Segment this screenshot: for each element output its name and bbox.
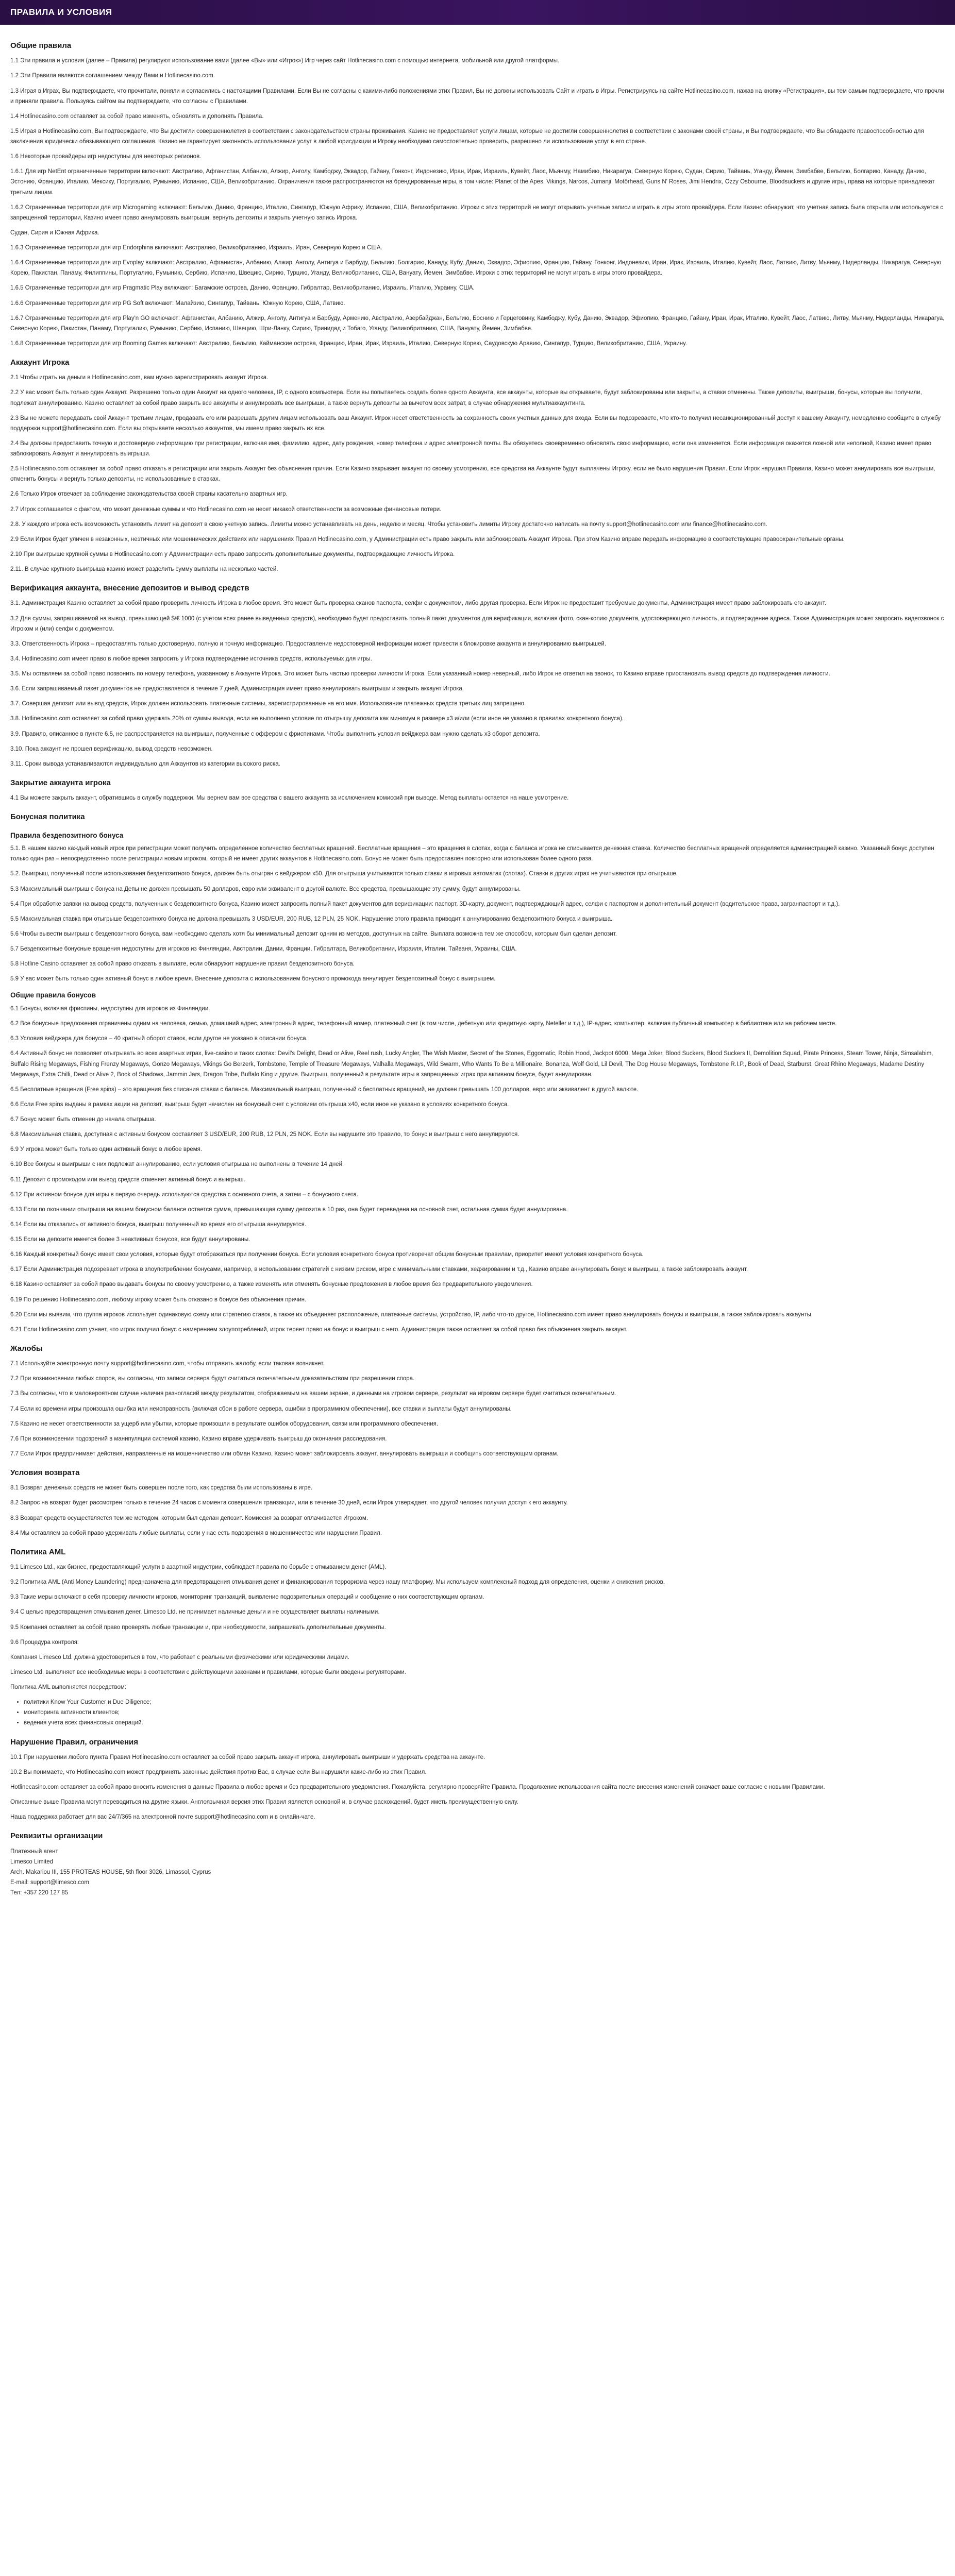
rule-paragraph: 2.5 Hotlinecasino.com оставляет за собой право отказать в регистрации или закрыть Аккаунт без объяснения причин. Если Казино закрывает аккаунт по своему усмотрению, все средства на Аккаунте будут выплачены Игроку, если не было нарушения Правил. Если Игрок нарушил Правила, Казино может аннулировать все выигрыши, отменить бонусы и вернуть только депозиты, не использованные в ставках. xyxy=(10,466,935,483)
terms-section xyxy=(10,1736,945,1823)
rule-paragraph: 5.9 У вас может быть только один активный бонус в любое время. Внесение депозита с использованием бонусного промокода аннулирует бездепозитный бонус с выигрышем. xyxy=(10,976,496,982)
terms-content xyxy=(0,25,955,1908)
terms-section xyxy=(10,989,945,1335)
company-detail-line: E-mail: support@limesco.com xyxy=(10,1879,89,1886)
rule-paragraph: 10.2 Вы понимаете, что Hotlinecasino.com может предпринять законные действия против Вас, в случае если Вы нарушили какие-либо из этих Правил. xyxy=(10,1769,427,1775)
rule-paragraph: 6.14 Если вы отказались от активного бонуса, выигрыш полученный во время его отыгрыша аннулируется. xyxy=(10,1221,307,1228)
rule-paragraph: 6.19 По решению Hotlinecasino.com, любому игроку может быть отказано в бонусе без объяснения причин. xyxy=(10,1296,307,1303)
section-heading: Общие правила xyxy=(10,41,72,50)
rule-paragraph: 6.12 При активном бонусе для игры в первую очередь используются средства с основного счета, а затем – с бонусного счета. xyxy=(10,1191,359,1198)
page-title: ПРАВИЛА И УСЛОВИЯ xyxy=(10,7,112,18)
rule-paragraph: 3.2 Для суммы, запрашиваемой на вывод, превышающей $/€ 1000 (с учетом всех ранее выведенных средств), необходимо будет предоставить полный пакет документов для верификации, включая фото, скан-копию документа, удостоверяющего личность, и подтверждение адреса. Также Администрация может запросить видеозвонок с Игроком и (или) селфи с документом. xyxy=(10,615,944,632)
section-heading: Жалобы xyxy=(10,1344,43,1353)
rule-paragraph: 3.9. Правило, описанное в пункте 6.5, не распространяется на выигрыши, полученные с оффером с фриспинами. Чтобы выполнить условия вейджера вам нужно сделать х3 оборот депозита. xyxy=(10,731,540,737)
rule-paragraph: 1.3 Играя в Играх, Вы подтверждаете, что прочитали, поняли и согласились с настоящими Правилами. Если Вы не согласны с какими-либо положениями этих Правил, Вы не должны использовать Сайт и играть в Игры. Регистрируясь на сайте Hotlinecasino.com, нажав на кнопку «Регистрация», вы тем самым подтверждаете, что прочли и приняли правила. Пользуясь сайтом вы подтверждаете, что согласны с Правилами. xyxy=(10,88,945,105)
rule-paragraph: 1.6.3 Ограниченные территории для игр Endorphina включают: Австралию, Великобританию, Израиль, Иран, Северную Корею и США. xyxy=(10,245,382,251)
rule-paragraph: 2.7 Игрок соглашается с фактом, что может денежные суммы и что Hotlinecasino.com не несет никакой ответственности за возможные финансовые потери. xyxy=(10,506,442,513)
list-item: • ведения учета всех финансовых операций. xyxy=(24,1718,945,1728)
rule-paragraph: 3.3. Ответственность Игрока – предоставлять только достоверную, полную и точную информацию. Предоставление недостоверной информации может привести к блокировке аккаунта и аннулированию выигрышей. xyxy=(10,640,607,647)
rule-paragraph: 2.1 Чтобы играть на деньги в Hotlinecasino.com, вам нужно зарегистрировать аккаунт Игрока. xyxy=(10,375,269,381)
rule-paragraph: 9.4 С целью предотвращения отмывания денег, Limesco Ltd. не принимает наличные деньги и не осуществляет выплаты наличными. xyxy=(10,1609,380,1616)
rule-paragraph: 8.1 Возврат денежных средств не может быть совершен после того, как средства были использованы в игре. xyxy=(10,1485,313,1492)
rule-paragraph: 8.2 Запрос на возврат будет рассмотрен только в течение 24 часов с момента совершения транзакции, или в течение 30 дней, если Игрок утверждает, что другой человек получил доступ к его аккаунту. xyxy=(10,1500,568,1506)
rule-paragraph: 2.3 Вы не можете передавать свой Аккаунт третьим лицам, продавать его или разрешать другим лицам использовать ваш Аккаунт. Игрок несет ответственность за сохранность своих учетных данных для входа. Если вы подозреваете, что кто-то получил несанкционированный доступ к вашему Аккаунту, немедленно сообщите в службу поддержки support@hotlinecasino.com. Если вы открываете несколько аккаунтов, мы имеем право закрыть их все. xyxy=(10,415,941,432)
rule-paragraph: 6.2 Все бонусные предложения ограничены одним на человека, семью, домашний адрес, электронный адрес, телефонный номер, платежный счет (в том числе, дебетную или кредитную карту, Neteller и т.д.), IP-адрес, компьютер, включая публичный компьютер в библиотеке или на рабочем месте. xyxy=(10,1021,837,1027)
rule-paragraph: 6.6 Если Free spins выданы в рамках акции на депозит, выигрыш будет начислен на бонусный счет с условием отыгрыша х40, если иное не указано в условиях конкретного бонуса. xyxy=(10,1101,509,1108)
rule-paragraph: Наша поддержка работает для вас 24/7/365 на электронной почте support@hotlinecasino.com и в онлайн-чате. xyxy=(10,1814,315,1821)
rule-paragraph: 5.7 Бездепозитные бонусные вращения недоступны для игроков из Финляндии, Австралии, Дании, Франции, Гибралтара, Великобритании, Израиля, Италии, Тайваня, Украины, США. xyxy=(10,946,517,952)
rule-paragraph: 7.3 Вы согласны, что в маловероятном случае наличия разногласий между результатом, отображаемым на вашем экране, и данными на игровом сервере, результат на игровом сервере будет считаться окончательным. xyxy=(10,1391,616,1397)
terms-section xyxy=(10,1546,945,1728)
rule-paragraph: 6.5 Бесплатные вращения (Free spins) – это вращения без списания ставки с баланса. Максимальный выигрыш, полученный с бесплатных вращений, не должен превышать 100 долларов, евро или эквивалент в другой валюте. xyxy=(10,1086,639,1093)
section-heading: Бонусная политика xyxy=(10,812,85,822)
company-details xyxy=(10,1846,945,1899)
rule-paragraph: 1.6 Некоторые провайдеры игр недоступны для некоторых регионов. xyxy=(10,154,202,160)
rule-paragraph: 1.6.6 Ограниченные территории для игр PG Soft включают: Малайзию, Сингапур, Тайвань, Южную Корею, США, Латвию. xyxy=(10,300,345,307)
rule-paragraph: 3.5. Мы оставляем за собой право позвонить по номеру телефона, указанному в Аккаунте Игрока. Это может быть частью проверки личности Игрока. Если указанный номер неверный, либо Игрок не ответил на звонок, то Казино вправе приостановить вывод средств до подтверждения личности. xyxy=(10,671,830,677)
rule-paragraph: 6.11 Депозит с промокодом или вывод средств отменяет активный бонус и выигрыш. xyxy=(10,1176,245,1183)
rule-paragraph: 6.10 Все бонусы и выигрыши с них подлежат аннулированию, если условия отыгрыша не выполнены в течение 14 дней. xyxy=(10,1161,344,1168)
page-header xyxy=(0,0,955,25)
list-item: • мониторинга активности клиентов; xyxy=(24,1707,945,1718)
rule-paragraph: 7.4 Если ко времени игры произошла ошибка или неисправность (включая сбои в работе сервера, ошибки в программном обеспечении), все ставки и выплаты будут аннулированы. xyxy=(10,1405,512,1412)
subsection-heading: Общие правила бонусов xyxy=(10,991,96,999)
terms-section xyxy=(10,776,945,803)
rule-paragraph: 1.1 Эти правила и условия (далее – Правила) регулируют использование вами (далее «Вы» или «Игрок») Игр через сайт Hotlinecasino.com с помощью интернета, мобильной или другой платформы. xyxy=(10,58,560,64)
rule-paragraph: 9.1 Limesco Ltd., как бизнес, предоставляющий услуги в азартной индустрии, соблюдает правила по борьбе с отмыванием денег (AML). xyxy=(10,1564,387,1570)
rule-paragraph: 4.1 Вы можете закрыть аккаунт, обратившись в службу поддержки. Мы вернем вам все средства с вашего аккаунта за исключением комиссий при выводе. Метод выплаты остается на наше усмотрение. xyxy=(10,795,569,802)
rule-paragraph: Limesco Ltd. выполняет все необходимые меры в соответствии с действующими законами и правилами, которые были введены регуляторами. xyxy=(10,1669,407,1675)
rule-paragraph: 9.2 Политика AML (Anti Money Laundering) предназначена для предотвращения отмывания денег и финансирования терроризма через нашу платформу. Мы используем комплексный подход для определения, оценки и снижения рисков. xyxy=(10,1579,665,1586)
rule-paragraph: 3.11. Сроки вывода устанавливаются индивидуально для Аккаунтов из категории высокого риска. xyxy=(10,760,280,767)
rule-paragraph: 2.8. У каждого игрока есть возможность установить лимит на депозит в свою учетную запись. Лимиты можно устанавливать на день, неделю и месяц. Чтобы установить лимиты Игроку достаточно написать на почту support@hotlinecasino.com или finance@hotlinecasino.com. xyxy=(10,521,767,528)
rule-paragraph: 9.3 Такие меры включают в себя проверку личности игроков, мониторинг транзакций, выявление подозрительных операций и сообщение о них соответствующим органам. xyxy=(10,1594,484,1601)
rule-paragraph: 1.6.2 Ограниченные территории для игр Microgaming включают: Бельгию, Данию, Францию, Италию, Сингапур, Южную Африку, Испанию, США, Великобританию. Игроки с этих территорий не могут открывать учетные записи и играть в игры этого провайдера. Если Казино обнаружит, что учетная запись была открыта или используется с запрещенной территории, Казино имеет право аннулировать выигрыши, вернуть депозиты и закрыть учетную запись Игрока. xyxy=(10,204,944,221)
terms-section xyxy=(10,39,945,349)
rule-paragraph: 1.6.4 Ограниченные территории для игр Evoplay включают: Австралию, Афганистан, Албанию, Алжир, Анголу, Антигуа и Барбуду, Бельгию, Болгарию, Канаду, Кубу, Данию, Эквадор, Эфиопию, Францию, Гайану, Гонконг, Индонезию, Иран, Ирак, Израиль, Италию, Кувейт, Лаос, Латвию, Литву, Мьянму, Нидерланды, Никарагуа, Северную Корею, Пакистан, Панаму, Филиппины, Португалию, Румынию, Сербию, Испанию, Швецию, Сирию, Турцию, Уганду, Великобританию, США, Вануату, Йемен, Зимбабве. Игроки с этих территорий не могут играть в игры этого провайдера. xyxy=(10,260,942,277)
rule-paragraph: 6.17 Если Администрация подозревает игрока в злоупотреблении бонусами, например, в использовании стратегий с низким риском, игре с минимальными ставками, хеджировании и т.д., Казино вправе аннулировать бонус и выигрыш, а также заблокировать аккаунт. xyxy=(10,1266,748,1273)
rule-paragraph: 9.6 Процедура контроля: xyxy=(10,1639,79,1646)
rule-paragraph: 6.15 Если на депозите имеется более 3 неактивных бонусов, все будут аннулированы. xyxy=(10,1236,250,1243)
rule-paragraph: 3.8. Hotlinecasino.com оставляет за собой право удержать 20% от суммы вывода, если не выполнено условие по отыгрышу депозита как минимум в размере х3 и/или (если иное не указано в правилах конкретного бонуса). xyxy=(10,716,624,722)
rule-paragraph: 2.9 Если Игрок будет уличен в незаконных, неэтичных или мошеннических действиях или нарушениях Правил Hotlinecasino.com, у Администрации есть право закрыть или заблокировать Аккаунт Игрока. При этом Казино вправе передать информацию в соответствующие правоохранительные органы. xyxy=(10,536,845,543)
rule-paragraph: 6.8 Максимальная ставка, доступная с активным бонусом составляет 3 USD/EUR, 200 RUB, 12 PLN, 25 NOK. Если вы нарушите это правило, то бонус и выигрыш с него аннулируются. xyxy=(10,1131,520,1138)
terms-section xyxy=(10,829,945,985)
rule-paragraph: Hotlinecasino.com оставляет за собой право вносить изменения в данные Правила в любое время и без предварительного уведомления. Пожалуйста, регулярно проверяйте Правила. Продолжение использования сайта после внесения изменений означает ваше согласие с новыми Правилами. xyxy=(10,1784,825,1790)
section-heading: Политика AML xyxy=(10,1547,66,1556)
rule-paragraph: 6.18 Казино оставляет за собой право выдавать бонусы по своему усмотрению, а также изменять или отменять бонусные предложения в любое время без предварительного уведомления. xyxy=(10,1281,533,1288)
rule-paragraph: 1.6.1 Для игр NetEnt ограниченные территории включают: Австралию, Афганистан, Албанию, Алжир, Анголу, Камбоджу, Эквадор, Гайану, Гонконг, Индонезию, Иран, Ирак, Израиль, Кувейт, Лаос, Мьянму, Намибию, Никарагуа, Северную Корею, Судан, Сирию, Тайвань, Уганду, Йемен, Зимбабве, Бельгию, Болгарию, Канаду, Данию, Эстонию, Францию, Италию, Мексику, Португалию, Румынию, Испанию, США, Великобританию. Ограничения также распространяются на брендированные игры, в том числе: Planet of the Apes, Vikings, Narcos, Jumanji, Motörhead, Guns N' Roses, Jimi Hendrix, Ozzy Osbourne, Bloodsuckers и другие игры, права на которые принадлежат третьим лицам. xyxy=(10,168,935,196)
list-item: • политики Know Your Customer и Due Diligence; xyxy=(24,1697,945,1707)
rule-paragraph: 7.7 Если Игрок предпринимает действия, направленные на мошенничество или обман Казино, Казино может заблокировать аккаунт, аннулировать выигрыши и сообщить соответствующим органам. xyxy=(10,1450,559,1457)
rule-paragraph: 5.3 Максимальный выигрыш с бонуса на Депы не должен превышать 50 долларов, евро или эквивалент в другой валюте. Все средства, превышающие эту сумму, будут аннулированы. xyxy=(10,886,521,892)
section-heading: Закрытие аккаунта игрока xyxy=(10,778,111,787)
subsection-heading: Правила бездепозитного бонуса xyxy=(10,831,124,839)
rule-paragraph: 3.4. Hotlinecasino.com имеет право в любое время запросить у Игрока подтверждение источника средств, используемых для игры. xyxy=(10,655,372,662)
company-detail-line: Платежный агент xyxy=(10,1848,58,1855)
bullet-list xyxy=(10,1697,945,1728)
rule-paragraph: 6.20 Если мы выявим, что группа игроков использует одинаковую схему или стратегию ставок, а также их объединяет расположение, платежные системы, устройство, IP, либо что-то другое, Hotlinecasino.com имеет право аннулировать бонусы и выигрыши, а также заблокировать аккаунты. xyxy=(10,1311,813,1318)
rule-paragraph: 1.6.5 Ограниченные территории для игр Pragmatic Play включают: Багамские острова, Данию, Францию, Гибралтар, Великобританию, Израиль, Италию, Украину, США. xyxy=(10,285,475,292)
terms-section xyxy=(10,356,945,574)
terms-section xyxy=(10,1342,945,1459)
rule-paragraph: 8.3 Возврат средств осуществляется тем же методом, которым был сделан депозит. Комиссия за возврат оплачивается Игроком. xyxy=(10,1515,368,1521)
rule-paragraph: 7.6 При возникновении подозрений в манипуляции системой казино, Казино вправе удерживать выигрыш до окончания расследования. xyxy=(10,1435,387,1442)
terms-section xyxy=(10,1829,945,1898)
rule-paragraph: 9.5 Компания оставляет за собой право проверять любые транзакции и, при необходимости, запрашивать дополнительные документы. xyxy=(10,1624,386,1631)
rule-paragraph: 6.4 Активный бонус не позволяет отыгрывать во всех азартных играх, live-casino и таких слотах: Devil's Delight, Dead or Alive, Reel rush, Lucky Angler, The Wish Master, Secret of the Stones, Eggomatic, Robin Hood, Jackpot 6000, Mega Joker, Blood Suckers, Blood Suckers II, Demolition Squad, Pirate Princess, Steam Tower, Ninja, Simsalabim, Buffalo Rising Megaways, Fishing Frenzy Megaways, Gonzo Megaways, Vikings Go Berzerk, Tombstone, Temple of Treasure Megaways, Valhalla Megaways, Wild Swarm, Who Wants To Be a Millionaire, Bonanza, Wolf Gold, Lil Devil, The Dog House Megaways, Tombstone R.I.P., Book of Dead, Starburst, Great Rhino Megaways, Madame Destiny Megaways, Extra Chilli, Dead or Alive 2, Book of Shadows, Jammin Jars, Dragon Tribe, Buffalo King и другие. Выигрыш, полученный в результате игры в запрещенных играх при активном бонусе, будет аннулирован. xyxy=(10,1050,933,1078)
rule-paragraph: Описанные выше Правила могут переводиться на другие языки. Англоязычная версия этих Правил является основной и, в случае расхождений, будет иметь преимущественную силу. xyxy=(10,1799,518,1806)
section-heading: Реквизиты организации xyxy=(10,1832,103,1841)
rule-paragraph: 5.8 Hotline Casino оставляет за собой право отказать в выплате, если обнаружит нарушение правил бездепозитного бонуса. xyxy=(10,961,355,968)
rule-paragraph: 6.7 Бонус может быть отменен до начала отыгрыша. xyxy=(10,1116,156,1123)
terms-section xyxy=(10,1466,945,1538)
company-detail-line: Тел: +357 220 127 85 xyxy=(10,1890,69,1896)
rule-paragraph: 7.1 Используйте электронную почту support@hotlinecasino.com, чтобы отправить жалобу, если таковая возникнет. xyxy=(10,1361,325,1367)
company-detail-line: Arch. Makariou III, 155 PROTEAS HOUSE, 5th floor 3026, Limassol, Cyprus xyxy=(10,1869,211,1875)
rule-paragraph: 1.6.7 Ограниченные территории для игр Play'n GO включают: Афганистан, Албанию, Алжир, Анголу, Антигуа и Барбуду, Армению, Австралию, Азербайджан, Бельгию, Боснию и Герцеговину, Камбоджу, Кубу, Данию, Эквадор, Эфиопию, Францию, Гайану, Иран, Ирак, Италию, Кувейт, Лаос, Латвию, Литву, Мьянму, Нидерланды, Никарагуа, Северную Корею, Пакистан, Панаму, Португалию, Румынию, Сербию, Испанию, Швецию, Шри-Ланку, Сирию, Тринидад и Тобаго, Уганду, Великобританию, США, Вануату, Йемен, Зимбабве. xyxy=(10,315,945,332)
rule-paragraph: 3.1. Администрация Казино оставляет за собой право проверить личность Игрока в любое время. Это может быть проверка сканов паспорта, селфи с документом, либо другая проверка. Если Игрок не предоставит требуемые документы, Администрация имеет право заблокировать его аккаунт. xyxy=(10,600,827,607)
rule-paragraph: 1.6.8 Ограниченные территории для игр Booming Games включают: Австралию, Бельгию, Кайманские острова, Францию, Иран, Ирак, Израиль, Италию, Северную Корею, Саудовскую Аравию, Сингапур, Турцию, Великобританию, США, Украину. xyxy=(10,340,687,347)
rule-paragraph: Судан, Сирия и Южная Африка. xyxy=(10,229,99,236)
section-heading: Верификация аккаунта, внесение депозитов и вывод средств xyxy=(10,584,249,593)
section-heading: Аккаунт Игрока xyxy=(10,358,70,367)
terms-section xyxy=(10,582,945,769)
rule-paragraph: 7.5 Казино не несет ответственности за ущерб или убытки, которые произошли в результате ошибок оборудования, связи или программного обеспечения. xyxy=(10,1420,439,1427)
section-heading: Нарушение Правил, ограничения xyxy=(10,1737,138,1747)
rule-paragraph: 3.7. Совершая депозит или вывод средств, Игрок должен использовать платежные системы, зарегистрированные на его имя. Использование платежных средств третьих лиц запрещено. xyxy=(10,701,526,707)
rule-paragraph: 3.6. Если запрашиваемый пакет документов не предоставляется в течение 7 дней, Администрация имеет право аннулировать выигрыши и закрыть аккаунт Игрока. xyxy=(10,686,464,692)
rule-paragraph: 5.5 Максимальная ставка при отыгрыше бездепозитного бонуса не должна превышать 3 USD/EUR, 200 RUB, 12 PLN, 25 NOK. Нарушение этого правила приводит к аннулированию бездепозитного бонуса и выигрыша. xyxy=(10,916,613,922)
rule-paragraph: 5.1. В нашем казино каждый новый игрок при регистрации может получить определенное количество бесплатных вращений. Бесплатные вращения – это вращения в слотах, когда с баланса игрока не списывается денежная ставка. Количество бесплатных вращений определяется администрацией казино. Указанный бонус доступен только один раз – непосредственно после регистрации новым игроком, который не имеет других аккаунтов в Hotlinecasino.com. Бонус не может быть предоставлен повторно или использован более одного раза. xyxy=(10,845,934,862)
rule-paragraph: 10.1 При нарушении любого пункта Правил Hotlinecasino.com оставляет за собой право закрыть аккаунт игрока, аннулировать выигрыши и удержать средства на аккаунте. xyxy=(10,1754,485,1760)
rule-paragraph: 1.5 Играя в Hotlinecasino.com, Вы подтверждаете, что Вы достигли совершеннолетия в соответствии с законодательством страны проживания. Казино не предоставляет услуги лицам, которые не достигли совершеннолетия в соответствии с законами своей страны, и Вы подтверждаете, что Вы обладаете правоспособностью для заключения юридически обязывающего соглашения. Казино не гарантирует законность использования услуг в любой юрисдикции и Игроку необходимо самостоятельно проверить, разрешено ли использование услуг в его стране. xyxy=(10,128,924,145)
rule-paragraph: Компания Limesco Ltd. должна удостовериться в том, что работает с реальными физическими или юридическими лицами. xyxy=(10,1654,349,1660)
rule-paragraph: 7.2 При возникновении любых споров, вы согласны, что записи сервера будут считаться окончательным доказательством при разрешении спора. xyxy=(10,1376,415,1382)
rule-paragraph: 2.4 Вы должны предоставить точную и достоверную информацию при регистрации, включая имя, фамилию, адрес, дату рождения, номер телефона и адрес электронной почты. Вы обязуетесь своевременно обновлять свою информацию, если она изменяется. Если информация окажется ложной или неполной, Казино имеет право заблокировать Аккаунт и аннулировать выигрыши. xyxy=(10,440,932,457)
terms-section xyxy=(10,810,945,824)
rule-paragraph: 6.16 Каждый конкретный бонус имеет свои условия, которые будут отображаться при получении бонуса. Если условия конкретного бонуса противоречат общим бонусным правилам, приоритет имеют условия конкретного бонуса. xyxy=(10,1251,644,1258)
rule-paragraph: 6.21 Если Hotlinecasino.com узнает, что игрок получил бонус с намерением злоупотреблений, игрок теряет право на бонус и выигрыш с него. Администрация также оставляет за собой право без объяснения закрыть аккаунт. xyxy=(10,1326,628,1333)
rule-paragraph: 1.4 Hotlinecasino.com оставляет за собой право изменять, обновлять и дополнять Правила. xyxy=(10,113,264,120)
rule-paragraph: Политика AML выполняется посредством: xyxy=(10,1684,126,1690)
rule-paragraph: 5.2. Выигрыш, полученный после использования бездепозитного бонуса, должен быть отыгран с вейджером х50. Для отыгрыша учитываются только ставки в игровых автоматах (слотах). Ставки в других играх не учитываются при отыгрыше. xyxy=(10,871,678,877)
section-heading: Условия возврата xyxy=(10,1468,80,1477)
rule-paragraph: 6.3 Условия вейджера для бонусов – 40 кратный оборот ставок, если другое не указано в описании бонуса. xyxy=(10,1036,308,1042)
rule-paragraph: 6.1 Бонусы, включая фриспины, недоступны для игроков из Финляндии. xyxy=(10,1006,210,1012)
rule-paragraph: 6.9 У игрока может быть только один активный бонус в любое время. xyxy=(10,1146,203,1153)
rule-paragraph: 5.4 При обработке заявки на вывод средств, полученных с бездепозитного бонуса, Казино может запросить полный пакет документов для верификации: паспорт, 3D-карту, документ, подтверждающий адрес, селфи с паспортом и дополнительный документ (водительское права, загранпаспорт и т.д.). xyxy=(10,901,840,907)
rule-paragraph: 8.4 Мы оставляем за собой право удерживать любые выплаты, если у нас есть подозрения в мошенничестве или нарушении Правил. xyxy=(10,1530,382,1536)
rule-paragraph: 2.11. В случае крупного выигрыша казино может разделить сумму выплаты на несколько частей. xyxy=(10,566,278,572)
rule-paragraph: 6.13 Если по окончании отыгрыша на вашем бонусном балансе остается сумма, превышающая сумму депозита в 10 раз, она будет переведена на основной счет, остальная сумма будет аннулирована. xyxy=(10,1206,568,1213)
company-detail-line: Limesco Limited xyxy=(10,1858,54,1865)
rule-paragraph: 2.6 Только Игрок отвечает за соблюдение законодательства своей страны касательно азартных игр. xyxy=(10,491,288,498)
rule-paragraph: 5.6 Чтобы вывести выигрыш с бездепозитного бонуса, вам необходимо сделать хотя бы минимальный депозит одним из методов, доступных на сайте. Выплата возможна тем же способом, которым был сделан депозит. xyxy=(10,930,617,937)
rule-paragraph: 3.10. Пока аккаунт не прошел верификацию, вывод средств невозможен. xyxy=(10,745,213,752)
rule-paragraph: 2.2 У вас может быть только один Аккаунт. Разрешено только один Аккаунт на одного человека, IP, с одного компьютера. Если вы попытаетесь создать более одного Аккаунта, все аккаунты, которые вы открываете, будут заблокированы или закрыты, а ставки отменены. Также депозиты, выигрыши, бонусы, которые вы получили, подлежат аннулированию. Казино оставляет за собой право закрыть все аккаунты и аннулировать все выигрыши, а также вернуть депозиты за вычетом всех затрат, в случае обнаружения мультиаккаунтинга. xyxy=(10,389,922,406)
rule-paragraph: 1.2 Эти Правила являются соглашением между Вами и Hotlinecasino.com. xyxy=(10,73,215,79)
rule-paragraph: 2.10 При выигрыше крупной суммы в Hotlinecasino.com у Администрации есть право запросить дополнительные документы, подтверждающие личность Игрока. xyxy=(10,551,455,557)
